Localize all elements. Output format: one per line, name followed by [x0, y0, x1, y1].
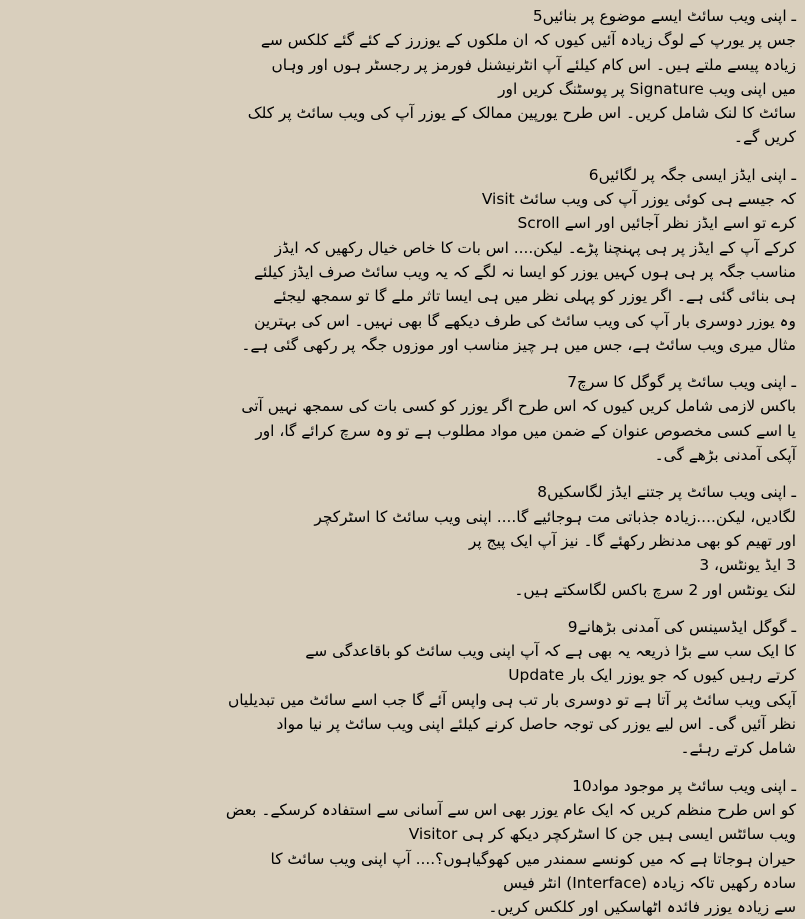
tip-6-heading: ـ اپنی ایڈز ایسی جگہ پر لگائیں6 [588, 165, 796, 184]
tip-8-line: اور تھیم کو بھی مدنظر رکھئے گا۔ نیز آپ ایک پیج پر [468, 531, 796, 550]
tip-8-line: 3 ایڈ یونٹس، 3 [699, 556, 796, 575]
tip-5-line: سائٹ کا لنک شامل کریں۔ اس طرح یورپین ممالک کے یوزر آپ کی ویب سائٹ پر کلک [247, 104, 796, 123]
tip-10-line: حیران ہوجاتا ہے کہ میں کونسے سمندر میں کھوگیاہوں؟.... آپ اپنی ویب سائٹ کا [270, 849, 796, 868]
tip-9-section [9, 615, 796, 761]
tip-9-line: کا ایک سب سے بڑا ذریعہ یہ بھی ہے کہ آپ اپنی ویب سائٹ کو باقاعدگی سے [305, 642, 796, 661]
tip-10-line: سے زیادہ یوزر فائدہ اٹھاسکیں اور کلکس کریں۔ [488, 898, 796, 917]
tip-8-section [9, 480, 796, 601]
tip-10-line: کو اس طرح منظم کریں کہ ایک عام یوزر بھی اس سے آسانی سے استفادہ کرسکے۔ بعض [225, 800, 796, 819]
tip-5-section [9, 4, 796, 150]
tip-6-section [9, 163, 796, 357]
tip-7-heading: ـ اپنی ویب سائٹ پر گوگل کا سرچ7 [567, 373, 796, 392]
tip-10-section [9, 774, 796, 919]
tip-10-line: Visitor ویب سائٹس ایسی ہیں جن کا اسٹرکچر دیکھ کر ہی [408, 825, 796, 844]
tip-6-line: وہ یوزر دوسری بار آپ کی ویب سائٹ کی طرف دیکھے گا بھی نہیں۔ اس کی بہترین [254, 311, 796, 330]
tip-7-line: یا اسے کسی مخصوص عنوان کے ضمن میں مواد مطلوب ہے تو وہ سرچ کرائے گا، اور [255, 421, 796, 440]
tip-6-line: Scroll کرے تو اسے ایڈز نظر آجائیں اور اسے [517, 214, 796, 233]
tip-9-line: نظر آئیں گی۔ اس لیے یوزر کی توجہ حاصل کرنے کیلئے اپنی ویب سائٹ پر نیا مواد [276, 715, 796, 734]
tip-5-heading: ـ اپنی ویب سائٹ ایسے موضوع پر بنائیں5 [532, 7, 796, 25]
tip-10-heading: ـ اپنی ویب سائٹ پر موجود مواد10 [572, 776, 796, 795]
tip-7-line: آپکی آمدنی بڑھے گی۔ [654, 446, 796, 465]
tip-5-line: کریں گے۔ [733, 128, 796, 147]
tip-7-line: باکس لازمی شامل کریں کیوں کہ اس طرح اگر یوزر کو کسی بات کی سمجھ نہیں آتی [241, 397, 796, 416]
tip-9-line: شامل کرتے رہئے۔ [680, 739, 796, 758]
tip-6-line: ہی بنائی گئی ہے۔ اگر یوزر کو پہلی نظر میں ہی ایسا تاثر ملے گا تو سمجھ لیجئے [273, 287, 796, 306]
tip-5-line: جس پر یورپ کے لوگ زیادہ آئیں کیوں کہ ان ملکوں کے یوزرز کے کئے گئے کلکس سے [260, 31, 796, 50]
tip-9-line: کرتے رہیں کیوں کہ جو یوزر ایک بار Update [508, 666, 796, 685]
tip-9-line: آپکی ویب سائٹ پر آتا ہے تو دوسری بار تب ہی واپس آئے گا جب اسے سائٹ میں تبدیلیاں [227, 690, 796, 709]
tip-8-line: لنک یونٹس اور 2 سرچ باکس لگاسکتے ہیں۔ [514, 580, 796, 599]
tip-6-line: مناسب جگہ پر ہی ہوں کہیں یوزر کو ایسا نہ لگے کہ یہ ویب سائٹ صرف ایڈز کیلئے [253, 262, 796, 281]
tip-9-heading: ـ گوگل ایڈسینس کی آمدنی بڑھانے9 [567, 617, 796, 636]
tip-6-line: Visit کہ جیسے ہی کوئی یوزر آپ کی ویب سائٹ [481, 190, 796, 209]
tip-6-line: مثال میری ویب سائٹ ہے، جس میں ہر چیز مناسب اور موزوں جگہ پر رکھی گئی ہے۔ [241, 335, 796, 354]
tip-6-line: کرکے آپ کے ایڈز پر ہی پہنچنا پڑے۔ لیکن.... اس بات کا خاص خیال رکھیں کہ ایڈز [274, 238, 796, 257]
tip-8-line: لگادیں، لیکن....زیادہ جذباتی مت ہوجائیے گا.... اپنی ویب سائٹ کا اسٹرکچر [314, 507, 796, 526]
tip-5-line: زیادہ پیسے ملتے ہیں۔ اس کام کیلئے آپ انٹرنیشنل فورمز پر رجسٹر ہوں اور وہاں [271, 55, 796, 74]
tip-8-heading: ـ اپنی ویب سائٹ پر جتنے ایڈز لگاسکیں8 [537, 483, 796, 502]
tip-10-line: سادہ رکھیں تاکہ زیادہ (Interface) انٹر فیس [503, 873, 796, 892]
tip-7-section [9, 370, 796, 467]
tip-5-line: میں اپنی ویب Signature پر پوسٹنگ کریں اور [498, 79, 796, 98]
